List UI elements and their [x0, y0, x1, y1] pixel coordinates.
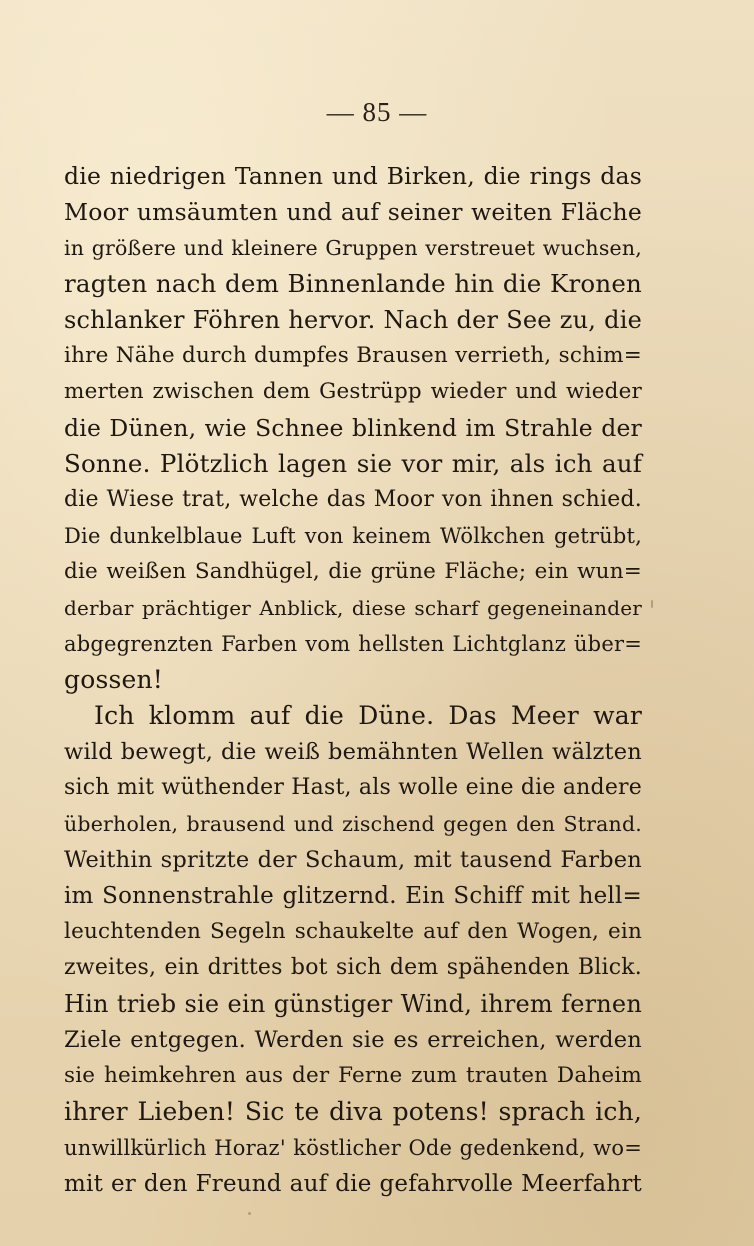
- paragraph-start-line: Ich klomm auf die Düne. Das Meer war: [94, 701, 642, 730]
- text-line: leuchtenden Segeln schaukelte auf den Wogen, ein: [64, 919, 642, 944]
- text-line: schlanker Föhren hervor. Nach der See zu, die: [64, 306, 642, 334]
- text-line: wild bewegt, die weiß bemähnten Wellen wälzten: [64, 739, 642, 765]
- text-line: Die dunkelblaue Luft von keinem Wölkchen getrübt,: [64, 524, 642, 548]
- text-line: die Dünen, wie Schnee blinkend im Strahle der: [64, 414, 642, 442]
- text-line: Moor umsäumten und auf seiner weiten Fläche: [64, 198, 642, 226]
- text-line: ragten nach dem Binnenlande hin die Kronen: [64, 269, 642, 298]
- text-line: sie heimkehren aus der Ferne zum trauten Daheim: [64, 1063, 642, 1088]
- text-line: Hin trieb sie ein günstiger Wind, ihrem fernen: [64, 990, 642, 1018]
- text-line: überholen, brausend und zischend gegen den Strand.: [64, 812, 642, 836]
- text-line: im Sonnenstrahle glitzernd. Ein Schiff mit hell=: [64, 883, 642, 909]
- paper-speck: [248, 1212, 251, 1215]
- text-line: derbar prächtiger Anblick, diese scharf gegeneinander: [64, 596, 642, 620]
- text-line: Sonne. Plötzlich lagen sie vor mir, als ich auf: [64, 449, 642, 478]
- text-line: mit er den Freund auf die gefahrvolle Meerfahrt: [64, 1171, 642, 1197]
- body-text: [64, 158, 642, 1202]
- text-line: die Wiese trat, welche das Moor von ihnen schied.: [64, 487, 642, 512]
- text-line: merten zwischen dem Gestrüpp wieder und wieder: [64, 379, 642, 404]
- page-number: — 85 —: [326, 97, 428, 127]
- text-line: unwillkürlich Horaz' köstlicher Ode gedenkend, wo=: [64, 1136, 642, 1160]
- text-line: ihre Nähe durch dumpfes Brausen verrieth, schim=: [64, 343, 642, 368]
- text-line: abgegrenzten Farben vom hellsten Lichtglanz über=: [64, 632, 642, 656]
- text-line: Weithin spritzte der Schaum, mit tausend Farben: [64, 847, 642, 873]
- text-line: gossen!: [64, 665, 164, 694]
- text-line: die weißen Sandhügel, die grüne Fläche; ein wun=: [64, 559, 642, 584]
- text-line: zweites, ein drittes bot sich dem spähenden Blick.: [64, 955, 642, 980]
- text-line: Ziele entgegen. Werden sie es erreichen, werden: [64, 1027, 642, 1053]
- text-line: in größere und kleinere Gruppen verstreuet wuchsen,: [64, 236, 642, 260]
- text-line: sich mit wüthender Hast, als wolle eine die andere: [64, 775, 642, 800]
- text-line: ihrer Lieben! Sic te diva potens! sprach ich,: [64, 1097, 642, 1126]
- paper-speck: [651, 600, 653, 608]
- text-line: die niedrigen Tannen und Birken, die rings das: [64, 162, 642, 190]
